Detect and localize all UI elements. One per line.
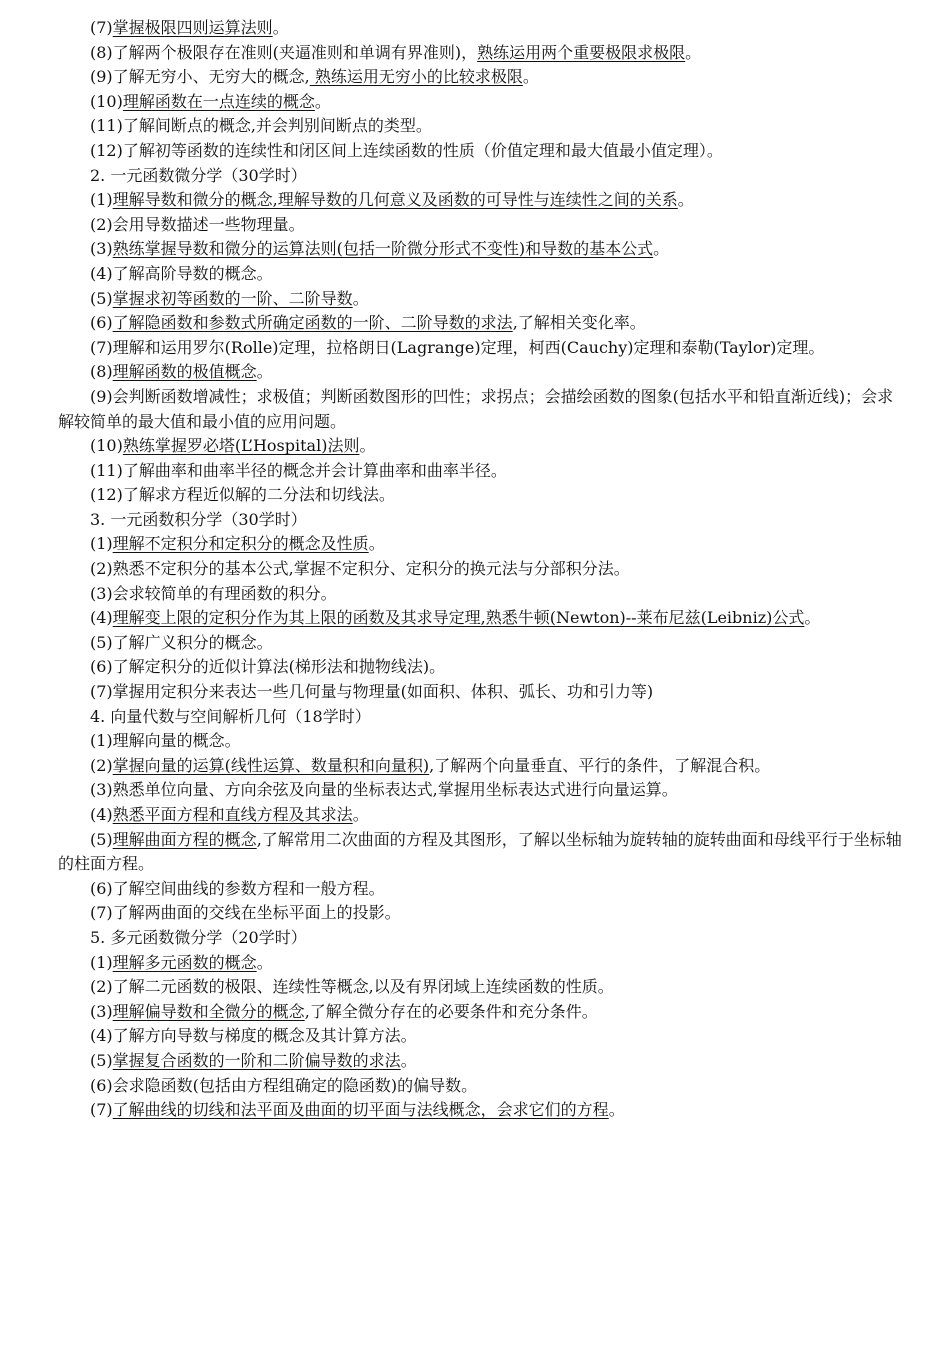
text-segment: (4) — [90, 805, 113, 824]
text-segment: (3)会求较简单的有理函数的积分。 — [90, 583, 337, 603]
underlined-text: 掌握极限四则运算法则 — [112, 18, 273, 37]
text-segment: (5) — [90, 829, 113, 849]
text-segment: ,了解全微分存在的必要条件和充分条件。 — [304, 1001, 598, 1021]
section-heading — [58, 164, 904, 189]
text-segment: (1) — [90, 190, 113, 210]
underlined-text: 了解隐函数和参数式所确定函数的一阶、二阶导数的求法 — [112, 313, 513, 333]
text-segment: (2)了解二元函数的极限、连续性等概念,以及有界闭域上连续函数的性质。 — [90, 977, 614, 997]
text-segment: ,了解两个向量垂直、平行的条件，了解混合积。 — [429, 755, 771, 775]
text-segment: ,了解常用二次曲面的方程及其图形，了解以坐标轴为旋转轴的旋转曲面和母线平行于坐标轴的柱面方程。 — [58, 829, 902, 874]
list-item — [58, 877, 904, 902]
list-item — [58, 557, 904, 582]
text-segment: 。 — [522, 67, 539, 87]
text-segment: 。 — [256, 952, 273, 972]
underlined-text: 理解函数在一点连续的概念 — [122, 91, 315, 111]
list-item — [58, 188, 904, 213]
text-segment: (7) — [90, 18, 113, 37]
underlined-text: 理解函数的极值概念 — [112, 362, 257, 382]
list-item — [58, 287, 904, 312]
text-segment: 4. 向量代数与空间解析几何（18学时） — [90, 706, 371, 726]
text-segment: ,了解相关变化率。 — [512, 313, 646, 333]
text-segment: (8)了解两个极限存在准则(夹逼准则和单调有界准则)， — [90, 42, 478, 62]
list-item — [58, 41, 904, 66]
list-item — [58, 1000, 904, 1025]
text-segment: 。 — [256, 362, 273, 382]
underlined-text: 理解多元函数的概念 — [112, 952, 257, 972]
text-segment: 。 — [352, 805, 369, 824]
text-segment: (11)了解曲率和曲率半径的概念并会计算曲率和曲率半径。 — [90, 460, 507, 480]
text-segment: (1) — [90, 952, 113, 972]
text-segment: (4)了解方向导数与梯度的概念及其计算方法。 — [90, 1026, 417, 1046]
list-item — [58, 385, 904, 434]
text-segment: 。 — [685, 42, 702, 62]
underlined-text: 理解曲面方程的概念 — [112, 829, 257, 849]
text-segment: 。 — [314, 91, 331, 111]
text-segment: (5) — [90, 288, 113, 308]
list-item — [58, 655, 904, 680]
text-segment: (11)了解间断点的概念,并会判别间断点的类型。 — [90, 116, 432, 136]
text-segment: (3)熟悉单位向量、方向余弦及向量的坐标表达式,掌握用坐标表达式进行向量运算。 — [90, 780, 678, 800]
text-segment: 。 — [677, 190, 694, 210]
list-item — [58, 434, 904, 459]
text-segment: (3) — [90, 1001, 113, 1021]
text-segment: (5)了解广义积分的概念。 — [90, 632, 273, 652]
text-segment: (1)理解向量的概念。 — [90, 731, 241, 751]
underlined-text: 理解偏导数和全微分的概念 — [112, 1001, 305, 1021]
list-item — [58, 901, 904, 926]
underlined-text: 熟练掌握罗必塔(L’Hospital)法则 — [122, 436, 360, 456]
text-segment: (2)会用导数描述一些物理量。 — [90, 214, 305, 234]
list-item — [58, 631, 904, 656]
text-segment: (10) — [90, 91, 123, 111]
text-segment: (7)了解两曲面的交线在坐标平面上的投影。 — [90, 903, 401, 923]
list-item — [58, 582, 904, 607]
list-item — [58, 606, 904, 631]
document-body — [58, 16, 904, 1123]
text-segment: 。 — [272, 18, 289, 37]
text-segment: 2. 一元函数微分学（30学时） — [90, 165, 307, 185]
section-heading — [58, 926, 904, 951]
list-item — [58, 532, 904, 557]
underlined-text: 理解变上限的定积分作为其上限的函数及其求导定理,熟悉牛顿(Newton)--莱布尼兹(Leibniz)公式 — [112, 608, 805, 628]
list-item — [58, 778, 904, 803]
list-item — [58, 90, 904, 115]
text-segment: 。 — [368, 534, 385, 554]
list-item — [58, 114, 904, 139]
text-segment: (7)理解和运用罗尔(Rolle)定理，拉格朗日(Lagrange)定理，柯西(Cauchy)定理和泰勒(Taylor)定理。 — [90, 337, 825, 357]
list-item — [58, 680, 904, 705]
list-item — [58, 1098, 904, 1123]
list-item — [58, 1074, 904, 1099]
list-item — [58, 360, 904, 385]
underlined-text: 熟练运用无穷小的比较求极限 — [309, 67, 523, 87]
text-segment: 。 — [608, 1100, 625, 1120]
text-segment: (2)熟悉不定积分的基本公式,掌握不定积分、定积分的换元法与分部积分法。 — [90, 559, 630, 579]
text-segment: 。 — [352, 288, 369, 308]
text-segment: (9)会判断函数增减性；求极值；判断函数图形的凹性；求拐点；会描绘函数的图象(包括水平和铅直渐近线)；会求解较简单的最大值和最小值的应用问题。 — [58, 386, 894, 431]
text-segment: 5. 多元函数微分学（20学时） — [90, 927, 307, 947]
underlined-text: 掌握复合函数的一阶和二阶偏导数的求法 — [112, 1050, 401, 1070]
underlined-text: 理解不定积分和定积分的概念及性质 — [112, 534, 369, 554]
underlined-text: 掌握求初等函数的一阶、二阶导数 — [112, 288, 353, 308]
text-segment: (5) — [90, 1050, 113, 1070]
underlined-text: 熟悉平面方程和直线方程及其求法 — [112, 805, 353, 824]
text-segment: 。 — [653, 239, 670, 259]
list-item — [58, 1024, 904, 1049]
text-segment: 。 — [359, 436, 376, 456]
list-item — [58, 65, 904, 90]
list-item — [58, 16, 904, 41]
list-item — [58, 139, 904, 164]
text-segment: (4)了解高阶导数的概念。 — [90, 263, 273, 283]
text-segment: (7)掌握用定积分来表达一些几何量与物理量(如面积、体积、弧长、功和引力等) — [90, 682, 654, 702]
list-item — [58, 262, 904, 287]
text-segment: 3. 一元函数积分学（30学时） — [90, 509, 307, 529]
underlined-text: 掌握向量的运算(线性运算、数量积和向量积) — [112, 755, 430, 775]
text-segment: (12)了解初等函数的连续性和闭区间上连续函数的性质（价值定理和最大值最小值定理）。 — [90, 140, 723, 160]
list-item — [58, 311, 904, 336]
list-item — [58, 803, 904, 828]
list-item — [58, 951, 904, 976]
text-segment: (6)了解定积分的近似计算法(梯形法和抛物线法)。 — [90, 657, 446, 677]
section-heading — [58, 508, 904, 533]
text-segment: (3) — [90, 239, 113, 259]
list-item — [58, 729, 904, 754]
text-segment: (8) — [90, 362, 113, 382]
text-segment: (6) — [90, 313, 113, 333]
text-segment: (7) — [90, 1100, 113, 1120]
list-item — [58, 1049, 904, 1074]
list-item — [58, 975, 904, 1000]
list-item — [58, 459, 904, 484]
text-segment: (12)了解求方程近似解的二分法和切线法。 — [90, 485, 395, 505]
text-segment: 。 — [400, 1050, 417, 1070]
list-item — [58, 336, 904, 361]
list-item — [58, 237, 904, 262]
list-item — [58, 483, 904, 508]
text-segment: (9)了解无穷小、无穷大的概念, — [90, 67, 310, 87]
list-item — [58, 754, 904, 779]
list-item — [58, 213, 904, 238]
text-segment: (10) — [90, 436, 123, 456]
text-segment: (6)会求隐函数(包括由方程组确定的隐函数)的偏导数。 — [90, 1075, 478, 1095]
text-segment: (4) — [90, 608, 113, 628]
underlined-text: 理解导数和微分的概念,理解导数的几何意义及函数的可导性与连续性之间的关系 — [112, 190, 678, 210]
text-segment: (2) — [90, 755, 113, 775]
text-segment: 。 — [804, 608, 821, 628]
underlined-text: 熟练掌握导数和微分的运算法则(包括一阶微分形式不变性)和导数的基本公式 — [112, 239, 654, 259]
text-segment: (6)了解空间曲线的参数方程和一般方程。 — [90, 878, 385, 898]
text-segment: (1) — [90, 534, 113, 554]
list-item — [58, 828, 904, 877]
section-heading — [58, 705, 904, 730]
underlined-text: 熟练运用两个重要极限求极限 — [477, 42, 686, 62]
underlined-text: 了解曲线的切线和法平面及曲面的切平面与法线概念，会求它们的方程 — [112, 1100, 609, 1120]
